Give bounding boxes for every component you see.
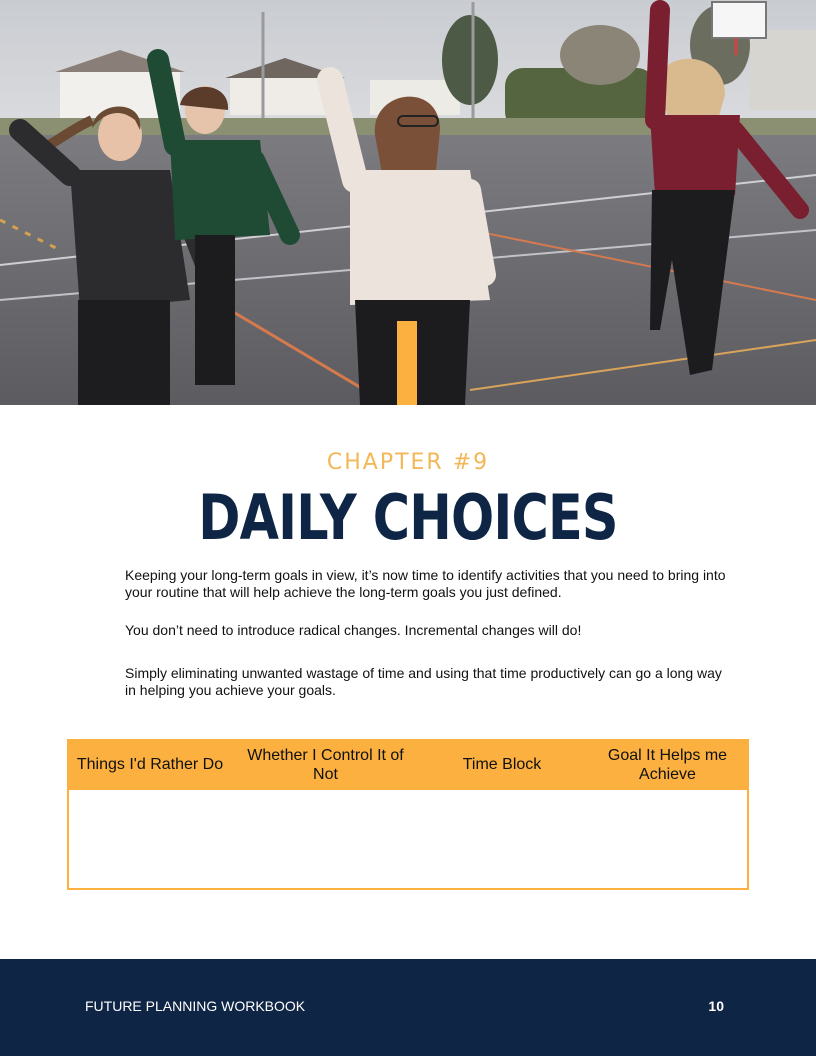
workbook-title: FUTURE PLANNING WORKBOOK xyxy=(85,998,306,1014)
hero-photo xyxy=(0,0,816,405)
page-number: 10 xyxy=(708,998,724,1014)
accent-bar xyxy=(397,321,417,405)
page-title: DAILY CHOICES xyxy=(198,481,618,554)
time-wastage-paragraph: Simply eliminating unwanted wastage of time and using that time productively can go a long way in helping you achieve your goals. xyxy=(125,665,722,698)
column-header-goal: Goal It Helps me Achieve xyxy=(607,746,728,783)
incremental-changes-paragraph: You don’t need to introduce radical changes. Incremental changes will do! xyxy=(125,622,582,638)
chapter-label: CHAPTER #9 xyxy=(326,450,490,475)
table-header-row xyxy=(67,739,749,790)
column-header-time-block: Time Block xyxy=(462,756,542,773)
column-header-things-rather-do: Things I'd Rather Do xyxy=(76,756,224,773)
intro-paragraph: Keeping your long-term goals in view, it’s now time to identify activities that you need to bring into your routine that will help achieve the long-term goals you just defined. xyxy=(125,567,726,600)
daily-choices-table xyxy=(67,739,749,890)
page-footer xyxy=(0,959,816,1056)
column-header-control: Whether I Control It of Not xyxy=(247,746,404,783)
table-body[interactable] xyxy=(69,790,747,886)
